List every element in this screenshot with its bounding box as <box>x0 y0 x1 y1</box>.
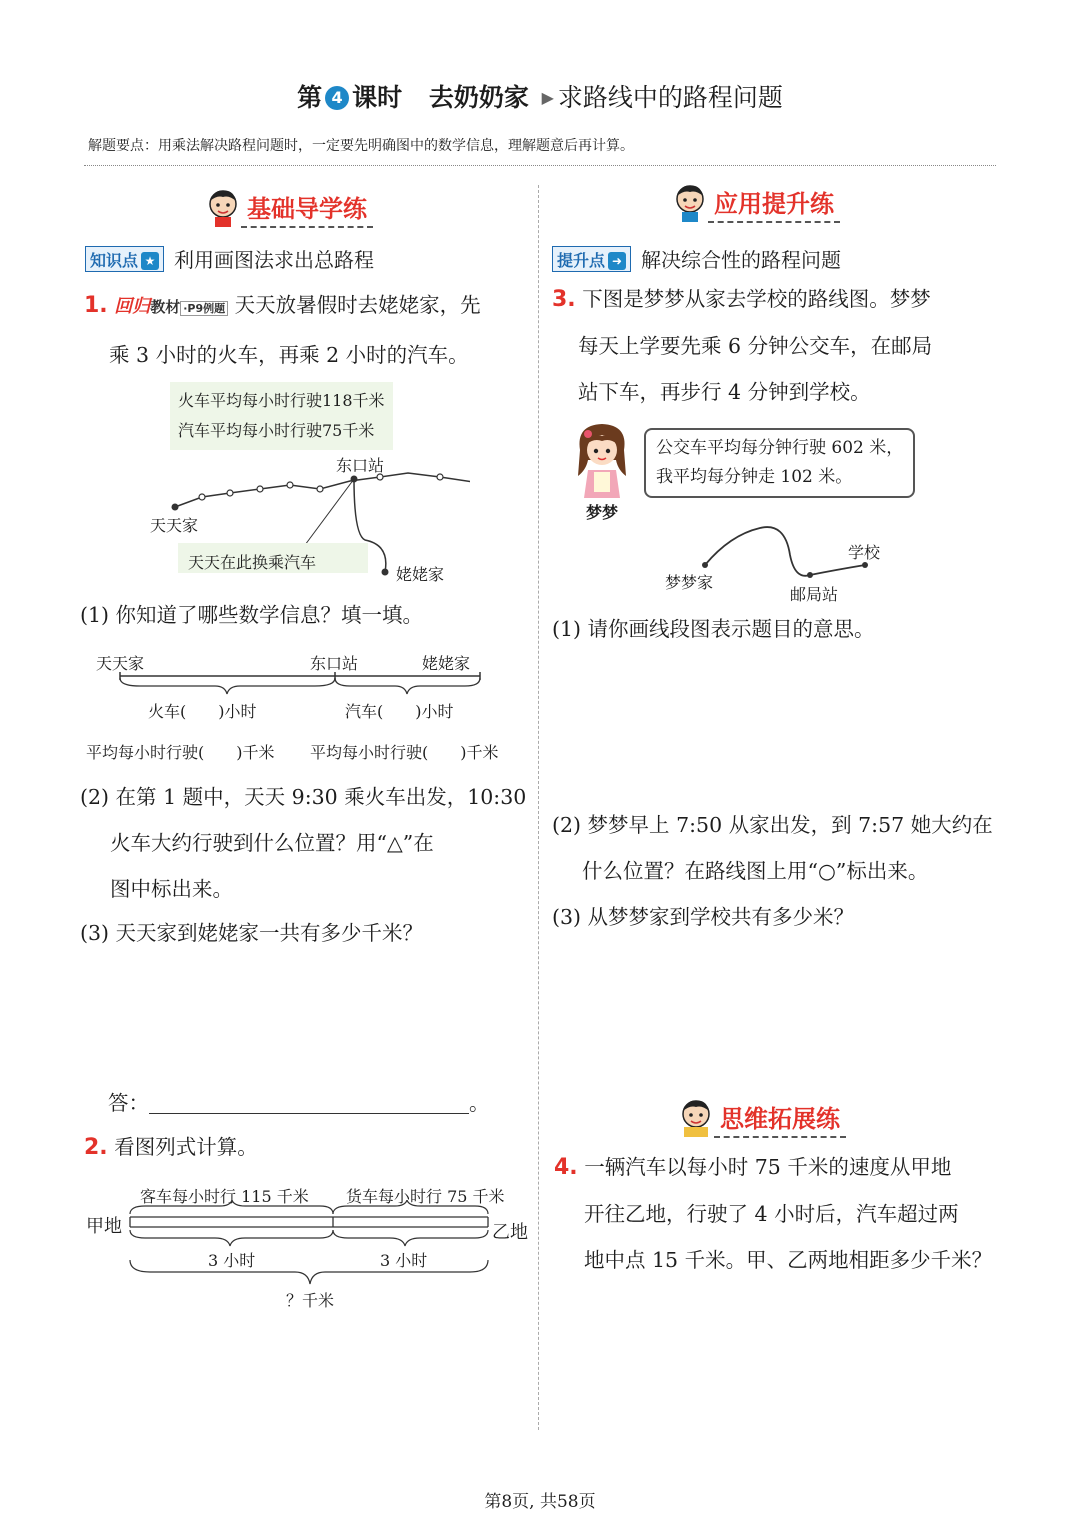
q1-sub3: (3) 天天家到姥姥家一共有多少千米？ <box>80 921 424 945</box>
segment-diagram-2 <box>120 1200 500 1290</box>
answer-blank[interactable] <box>149 1091 469 1114</box>
brace-freight <box>333 1200 488 1214</box>
answer-end: 。 <box>469 1091 490 1115</box>
knowledge-tag-label: 知识点 <box>90 250 139 270</box>
q1-sub2-line1: (2) 在第 1 题中，天天 9:30 乘火车出发，10:30 <box>80 785 527 809</box>
knowledge-text: 利用画图法求出总路程 <box>174 248 375 272</box>
map-label-home: 梦梦家 <box>665 573 714 592</box>
q1-sub2-line3: 图中标出来。 <box>110 877 233 901</box>
home-point <box>172 504 179 511</box>
question-1 <box>84 282 534 378</box>
upgrade-text: 解决综合性的路程问题 <box>641 248 842 272</box>
brace-hours-1 <box>130 1230 333 1246</box>
grandma-point <box>382 569 389 576</box>
boy-mascot-icon <box>672 183 708 223</box>
q3-text-line1: 下图是梦梦从家去学校的路线图。梦梦 <box>582 287 931 311</box>
post-station-point <box>807 572 813 578</box>
textbook-badge <box>114 296 228 317</box>
change-pointer <box>305 479 354 545</box>
question-number: 2. <box>84 1135 108 1160</box>
q1-info-box <box>170 382 393 450</box>
diag-bus-hours: 汽车( )小时 <box>345 702 454 721</box>
boy-mascot-icon <box>678 1098 714 1138</box>
q2-passenger-speed: 客车每小时行 115 千米 <box>140 1187 309 1206</box>
q1-text-line1: 天天放暑假时去姥姥家，先 <box>234 293 481 317</box>
section-apply <box>672 183 840 223</box>
q1-sub1: (1) 你知道了哪些数学信息？填一填。 <box>80 603 424 627</box>
diag-label-grandma: 姥姥家 <box>422 654 471 673</box>
q2-place-a: 甲地 <box>86 1216 122 1237</box>
speech-bubble <box>644 428 915 498</box>
map-label-school: 学校 <box>848 543 881 562</box>
q2-place-b: 乙地 <box>492 1222 528 1243</box>
map-label-east-station: 东口站 <box>336 456 385 475</box>
q2-hours-2: 3 小时 <box>380 1251 428 1270</box>
q3-sub2-line2: 什么位置？在路线图上用“○”标出来。 <box>582 859 929 883</box>
q3-sub3: (3) 从梦梦家到学校共有多少米？ <box>552 905 855 929</box>
section-title-basic: 基础导学练 <box>241 189 373 228</box>
q2-text: 看图列式计算。 <box>114 1135 258 1159</box>
lesson-number-badge: 4 <box>325 86 349 110</box>
bubble-walk-speed: 我平均每分钟走 102 米。 <box>656 467 853 487</box>
q1-answer-line[interactable] <box>108 1080 490 1126</box>
q4-text-line2: 开往乙地，行驶了 4 小时后，汽车超过两 <box>584 1202 959 1226</box>
section-title-thinking: 思维拓展练 <box>714 1099 846 1138</box>
brace-hours-2 <box>333 1230 488 1246</box>
q2-hours-1: 3 小时 <box>208 1251 256 1270</box>
q3-text-line2: 每天上学要先乘 6 分钟公交车，在邮局 <box>578 334 933 358</box>
girl-mengmeng-icon <box>570 420 634 500</box>
home-point <box>702 562 708 568</box>
route-dots <box>199 474 443 500</box>
brace-passenger <box>130 1200 333 1214</box>
map-label-grandma: 姥姥家 <box>396 565 445 584</box>
lesson-topic: 去奶奶家 <box>428 83 529 112</box>
page-title <box>0 78 1080 114</box>
brace-train <box>120 678 335 694</box>
route-line <box>705 527 865 576</box>
question-number: 3. <box>552 287 576 312</box>
section-basic <box>205 188 373 228</box>
tips-line: 解题要点：用乘法解决路程问题时，一定要先明确图中的数学信息，理解题意后再计算。 <box>88 138 634 154</box>
bubble-bus-speed: 公交车平均每分钟行驶 602 米， <box>656 438 904 458</box>
bus-speed-info: 汽车平均每小时行驶75千米 <box>178 421 375 440</box>
answer-label: 答： <box>108 1091 149 1115</box>
section-thinking <box>678 1098 846 1138</box>
badge-textbook: 教材 <box>150 298 181 316</box>
q1-text-line2: 乘 3 小时的火车，再乘 2 小时的汽车。 <box>109 343 469 367</box>
star-icon: ★ <box>141 252 159 270</box>
q2-total: ？千米 <box>286 1291 335 1310</box>
diag-train-speed: 平均每小时行驶( )千米 <box>86 743 275 762</box>
diag-label-home: 天天家 <box>96 654 145 673</box>
lesson-suffix: 课时 <box>352 83 403 112</box>
q3-sub2 <box>552 802 1007 894</box>
diag-bus-speed: 平均每小时行驶( )千米 <box>310 743 499 762</box>
map-label-post: 邮局站 <box>790 585 839 604</box>
header-divider <box>84 165 996 166</box>
q1-sub2 <box>80 774 535 912</box>
column-divider <box>538 185 539 1430</box>
knowledge-point <box>85 244 374 273</box>
upgrade-tag <box>552 246 631 272</box>
section-title-apply: 应用提升练 <box>708 184 840 223</box>
page-footer: 第8页, 共58页 <box>484 1492 596 1512</box>
girl-name: 梦梦 <box>586 503 619 522</box>
q3-text-line3: 站下车，再步行 4 分钟到学校。 <box>578 380 871 404</box>
question-3 <box>552 276 1002 415</box>
boy-mascot-icon <box>205 188 241 228</box>
train-speed-info: 火车平均每小时行驶118千米 <box>178 391 385 410</box>
segment-diagram-1 <box>110 672 490 696</box>
q3-sub1: (1) 请你画线段图表示题目的意思。 <box>552 617 875 641</box>
play-triangle-icon: ▶ <box>541 88 554 107</box>
badge-example: ·P9例题 <box>180 301 228 316</box>
q2-freight-speed: 货车每小时行 75 千米 <box>346 1187 505 1206</box>
question-4 <box>554 1144 1004 1283</box>
lesson-subtitle: 求路线中的路程问题 <box>557 83 783 112</box>
diag-label-east: 东口站 <box>310 654 359 673</box>
q3-sub2-line1: (2) 梦梦早上 7:50 从家出发，到 7:57 她大约在 <box>552 813 993 837</box>
lesson-prefix: 第 <box>297 83 323 112</box>
map-label-change: 天天在此换乘汽车 <box>188 553 317 572</box>
question-2 <box>84 1124 258 1171</box>
brace-bus <box>335 678 480 694</box>
diag-train-hours: 火车( )小时 <box>148 702 257 721</box>
map-label-home: 天天家 <box>150 516 199 535</box>
question-number: 1. <box>84 293 108 318</box>
question-number: 4. <box>554 1155 578 1180</box>
brace-total <box>130 1260 488 1284</box>
upgrade-tag-label: 提升点 <box>557 250 606 270</box>
q1-sub2-line2: 火车大约行驶到什么位置？用“△”在 <box>110 831 434 855</box>
knowledge-tag <box>85 246 164 272</box>
q4-text-line3: 地中点 15 千米。甲、乙两地相距多少千米？ <box>584 1248 993 1272</box>
upgrade-point <box>552 244 841 273</box>
badge-return: 回归 <box>114 296 151 317</box>
arrow-icon: ➜ <box>608 252 626 270</box>
q4-text-line1: 一辆汽车以每小时 75 千米的速度从甲地 <box>584 1155 952 1179</box>
